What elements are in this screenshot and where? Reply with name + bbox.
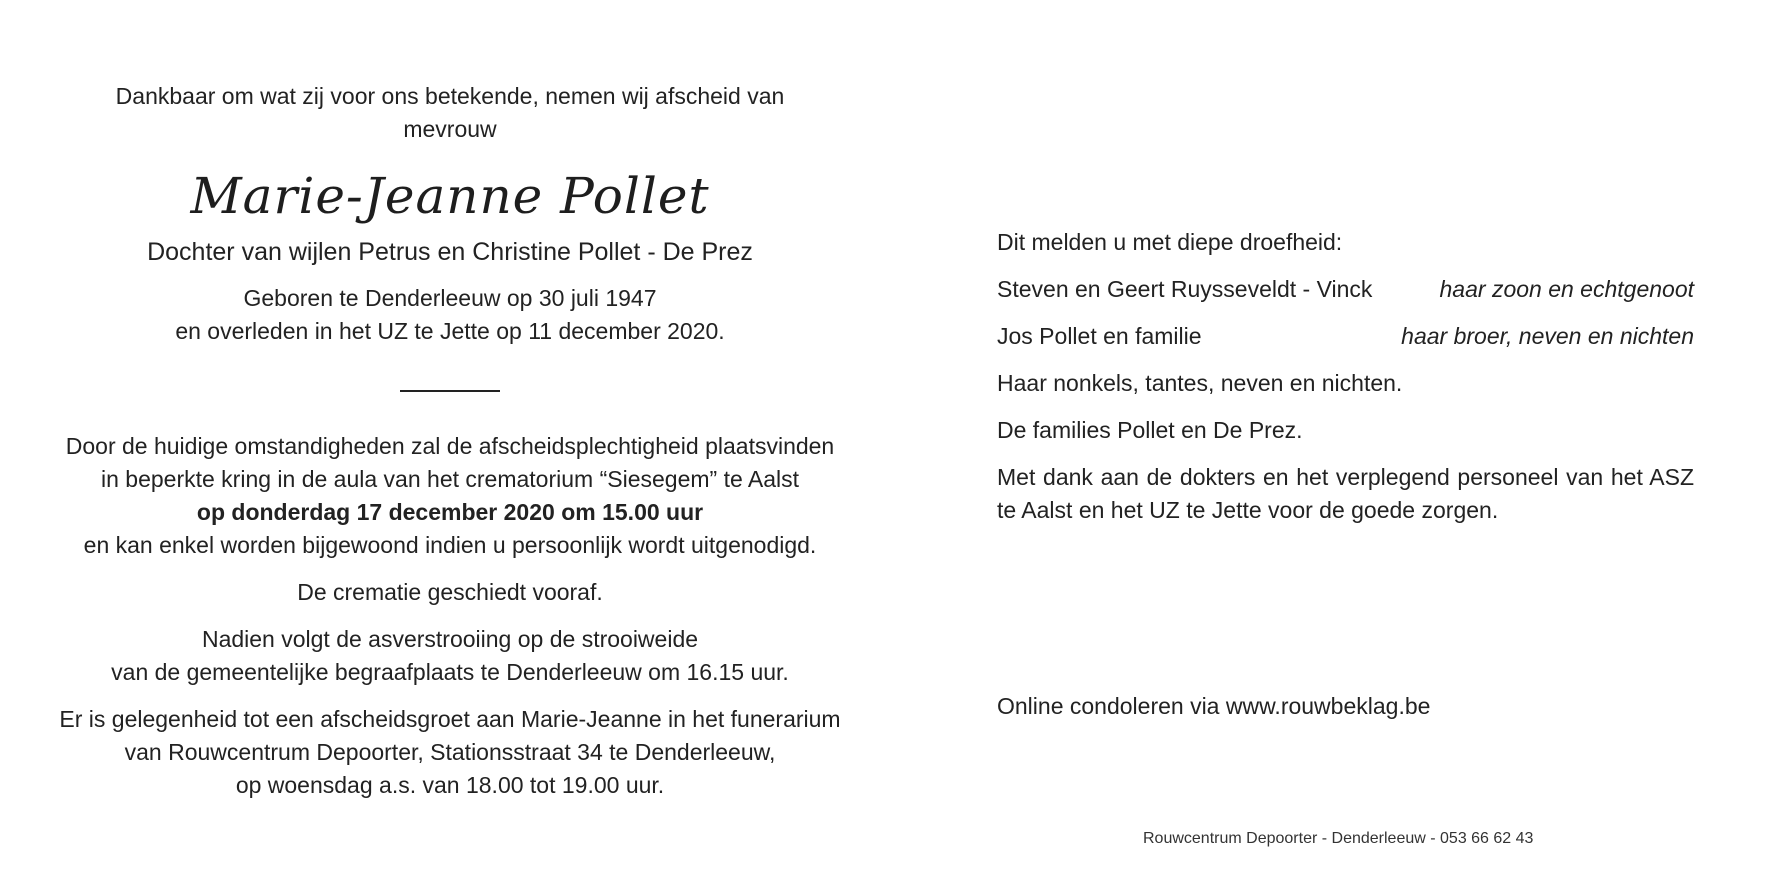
thanks-text: Met dank aan de dokters en het verplegend personeel van het ASZ te Aalst en het UZ te Jette voor de goede zorgen. xyxy=(997,464,1694,523)
ceremony-line-1: Door de huidige omstandigheden zal de afscheidsplechtigheid plaatsvinden xyxy=(65,433,835,459)
ceremony-line-2: in beperkte kring in de aula van het crematorium “Siesegem” te Aalst xyxy=(100,466,800,492)
family-names: Steven en Geert Ruysseveldt - Vinck xyxy=(997,276,1373,302)
died-line: en overleden in het UZ te Jette op 11 december 2020. xyxy=(175,318,725,344)
farewell-paragraph xyxy=(40,703,860,802)
divider-line xyxy=(400,390,500,392)
ceremony-line-4: en kan enkel worden bijgewoond indien u persoonlijk wordt uitgenodigd. xyxy=(83,532,817,558)
online-condolence-text: Online condoleren via www.rouwbeklag.be xyxy=(997,693,1431,719)
right-column xyxy=(997,226,1694,541)
daughter-of-text: Dochter van wijlen Petrus en Christine Pollet - De Prez xyxy=(147,238,753,266)
left-column xyxy=(40,80,860,816)
announcement-text: Dit melden u met diepe droefheid: xyxy=(997,229,1343,255)
scattering-line-1: Nadien volgt de asverstrooiing op de strooiweide xyxy=(201,626,699,652)
born-line: Geboren te Denderleeuw op 30 juli 1947 xyxy=(243,285,657,311)
families-text: De families Pollet en De Prez. xyxy=(997,417,1303,443)
deceased-name: Marie-Jeanne Pollet xyxy=(190,167,710,225)
scattering-paragraph xyxy=(40,623,860,689)
family-relation: haar zoon en echtgenoot xyxy=(1439,276,1694,302)
farewell-line-2: van Rouwcentrum Depoorter, Stationsstraat 34 te Denderleeuw, xyxy=(124,739,776,765)
intro-line-2: mevrouw xyxy=(403,116,497,142)
farewell-line-1: Er is gelegenheid tot een afscheidsgroet aan Marie-Jeanne in het funerarium xyxy=(59,706,841,732)
footer-funeral-home: Rouwcentrum Depoorter - Denderleeuw - 053 66 62 43 xyxy=(1143,830,1534,847)
family-relation: haar broer, neven en nichten xyxy=(1401,323,1694,349)
intro-text xyxy=(100,80,800,146)
cremation-paragraph: De crematie geschiedt vooraf. xyxy=(297,579,603,605)
relatives-text: Haar nonkels, tantes, neven en nichten. xyxy=(997,370,1403,396)
family-row xyxy=(997,273,1694,306)
family-row xyxy=(997,320,1694,353)
ceremony-date: op donderdag 17 december 2020 om 15.00 uur xyxy=(196,499,704,525)
family-names: Jos Pollet en familie xyxy=(997,323,1202,349)
farewell-line-3: op woensdag a.s. van 18.00 tot 19.00 uur. xyxy=(235,772,665,798)
birth-death-text xyxy=(40,282,860,348)
ceremony-paragraph xyxy=(40,430,860,562)
intro-line-1: Dankbaar om wat zij voor ons betekende, nemen wij afscheid van xyxy=(115,83,785,109)
scattering-line-2: van de gemeentelijke begraafplaats te Denderleeuw om 16.15 uur. xyxy=(111,659,789,685)
